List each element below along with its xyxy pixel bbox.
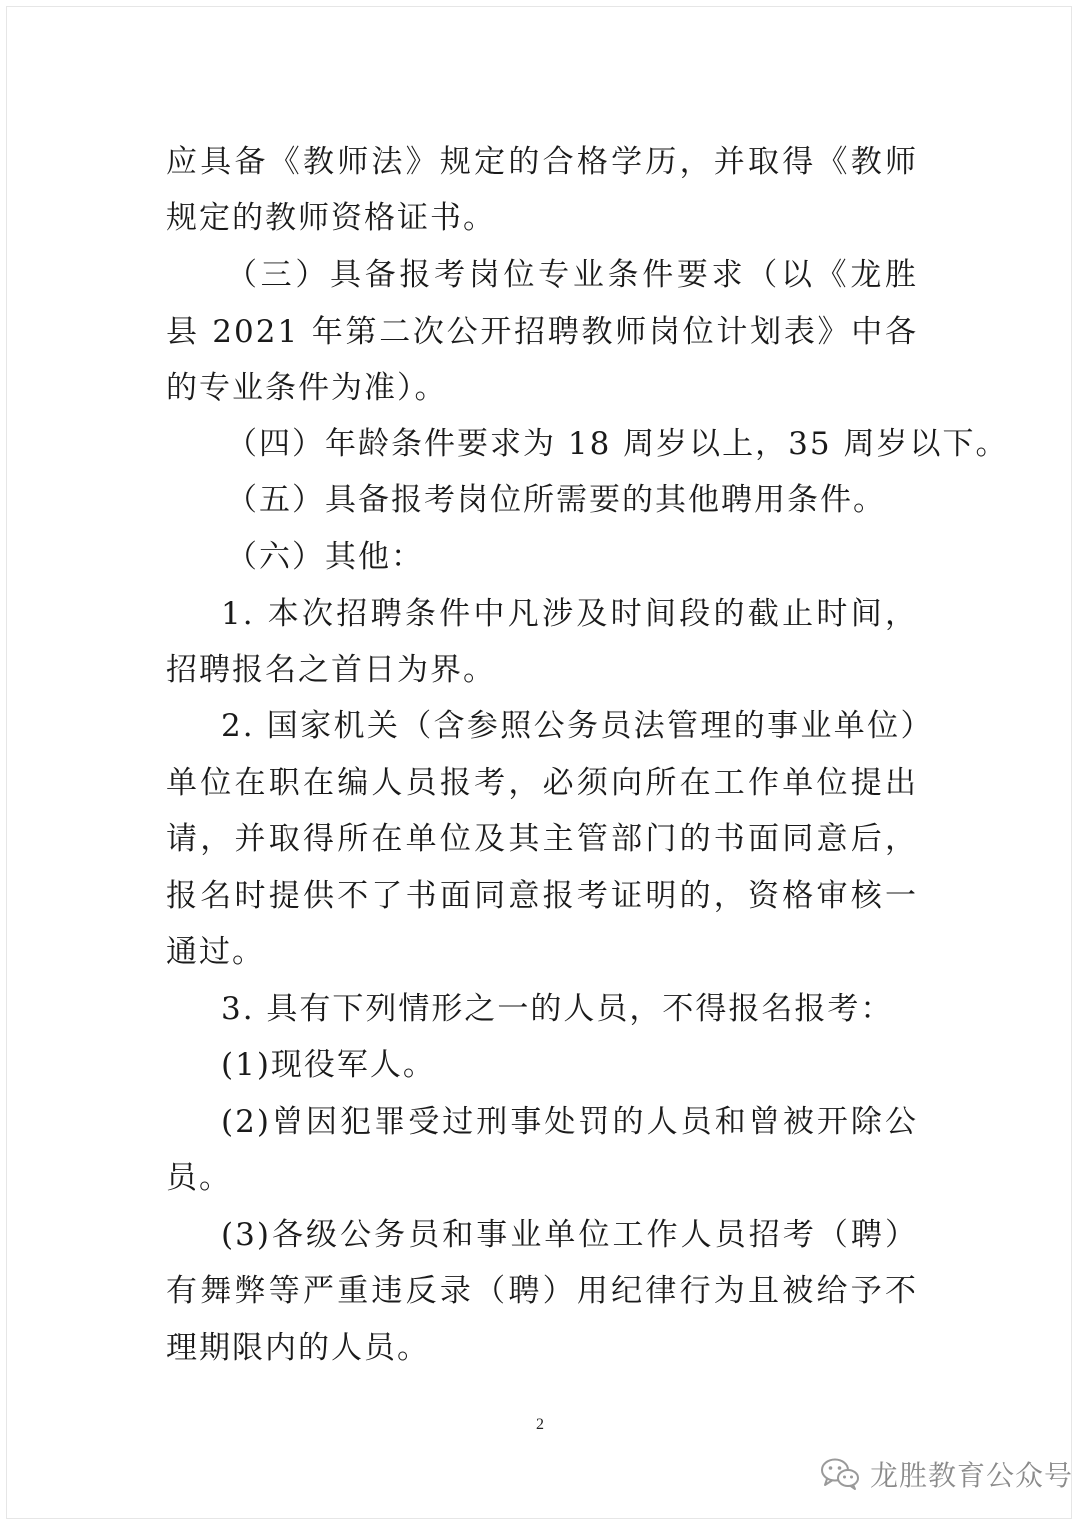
text-line: 理期限内的人员。 — [166, 1330, 430, 1366]
text-line: （六）其他： — [226, 539, 424, 575]
text-line: 的专业条件为准）。 — [166, 370, 448, 406]
text-line: 县 2021 年第二次公开招聘教师岗位计划表》中各 — [166, 314, 918, 350]
text-line: 报名时提供不了书面同意报考证明的，资格审核一 — [166, 878, 918, 914]
wechat-icon — [820, 1457, 860, 1491]
text-line: 1. 本次招聘条件中凡涉及时间段的截止时间， — [221, 596, 918, 632]
text-line: （三）具备报考岗位专业条件要求（以《龙胜 — [226, 257, 918, 293]
page-number: 2 — [536, 1416, 544, 1433]
text-line: （四）年龄条件要求为 18 周岁以上，35 周岁以下。 — [226, 426, 1009, 462]
text-line: （五）具备报考岗位所需要的其他聘用条件。 — [226, 482, 886, 518]
text-line: 请，并取得所在单位及其主管部门的书面同意后， — [166, 821, 918, 857]
text-line: 通过。 — [166, 934, 265, 970]
text-line: 应具备《教师法》规定的合格学历，并取得《教师 — [166, 144, 918, 180]
text-line: 有舞弊等严重违反录（聘）用纪律行为且被给予不 — [166, 1273, 918, 1309]
text-line: 规定的教师资格证书。 — [166, 200, 496, 236]
text-line: 单位在职在编人员报考，必须向所在工作单位提出 — [166, 765, 918, 801]
text-line: 招聘报名之首日为界。 — [166, 652, 496, 688]
text-line: (2)曾因犯罪受过刑事处罚的人员和曾被开除公 — [221, 1104, 918, 1140]
text-line: 2. 国家机关（含参照公务员法管理的事业单位） — [221, 708, 918, 744]
text-line: (1)现役军人。 — [221, 1047, 436, 1083]
watermark — [820, 1452, 1073, 1496]
watermark-text: 龙胜教育公众号 — [870, 1459, 1074, 1492]
text-line: 员。 — [166, 1160, 232, 1196]
text-line: 3. 具有下列情形之一的人员，不得报名报考： — [221, 991, 894, 1027]
text-line: (3)各级公务员和事业单位工作人员招考（聘） — [221, 1217, 918, 1253]
